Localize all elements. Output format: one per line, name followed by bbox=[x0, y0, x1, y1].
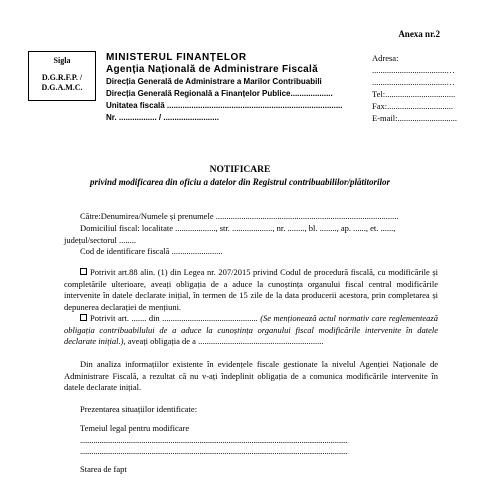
registration-number: Nr. ................. / ......................... bbox=[106, 113, 219, 122]
paragraph-2-end: aveați obligația de a ........................................................... bbox=[127, 336, 324, 346]
fax-field: Fax:............................... bbox=[372, 101, 453, 111]
tel-field: Tel:................................. bbox=[372, 89, 456, 99]
recipient-name: Către:Denumirea/Numele și prenumele ...................................................................................... bbox=[80, 211, 399, 221]
sigla-label: Sigla bbox=[53, 56, 71, 65]
sigla-line-2: D.G.A.M.C. bbox=[41, 83, 83, 92]
document-title: NOTIFICARE bbox=[209, 165, 271, 175]
paragraph-analysis: Din analiza informațiilor existente în evidențele fiscale gestionate la nivelul Agenției Naționale de Administrare Fiscală, a rezultat că nu v-ați îndeplinit obligația de a comunica modificările intervenite în datele declarate inițial. bbox=[64, 359, 438, 392]
legal-basis-line-1[interactable]: ........................................................................................................................................... bbox=[80, 435, 348, 445]
situations-heading: Prezentarea situațiilor identificate: bbox=[80, 404, 198, 414]
paragraph-2-start: Potrivit art. ....... din ............................................. bbox=[90, 313, 258, 323]
email-field: E-mail:............................ bbox=[372, 113, 457, 123]
legal-basis-line-2[interactable]: ........................................................................................................................................... bbox=[80, 446, 348, 456]
facts-heading: Starea de fapt bbox=[80, 464, 127, 474]
address-line-2: ...................................… bbox=[372, 77, 455, 87]
paragraph-legal-obligation bbox=[64, 267, 438, 313]
checkbox-other-act[interactable] bbox=[80, 314, 87, 321]
ministry-name: MINISTERUL FINANȚELOR bbox=[106, 52, 247, 63]
paragraph-2-italic: (Se menționează actul normativ care reglementează obligația contribuabilului de a aduce la cunoștința organului fiscal modificările intervenite în datele declarate inițial.), bbox=[64, 313, 438, 346]
dgamc-name: Direcția Generală de Administrare a Marilor Contribuabili bbox=[106, 77, 322, 86]
paragraph-1-text: Potrivit art.88 alin. (1) din Legea nr. 207/2015 privind Codul de procedură fiscală, cu modificările și completările ulterioare, aveați obligația de a aduce la cunoștința organului fiscal central modificările intervenite în datele declarate inițial, în termen de 15 zile de la data producerii acestora, prin completarea și depunerea declarației de mențiuni. bbox=[64, 267, 438, 312]
recipient-domicile: Domiciliul fiscal: localitate ..................., str. ..................., nr. ........, bl. ........, ap. ......, et. ......, bbox=[80, 223, 396, 233]
recipient-county: județul/sectorul ........ bbox=[64, 235, 137, 245]
legal-basis-heading: Temeiul legal pentru modificare bbox=[80, 423, 190, 433]
address-label: Adresa: bbox=[372, 53, 399, 63]
fiscal-unit: Unitatea fiscală ............................................................................... bbox=[106, 101, 343, 110]
recipient-cif: Cod de identificare fiscală ........................ bbox=[80, 246, 223, 256]
paragraph-other-act bbox=[64, 313, 438, 348]
document-subtitle: privind modificarea din oficiu a datelor din Registrul contribuabililor/plătitorilor bbox=[89, 177, 391, 187]
annex-number: Anexa nr.2 bbox=[398, 29, 440, 39]
address-line-1: ...................................… bbox=[372, 65, 455, 75]
sigla-box bbox=[28, 51, 96, 101]
checkbox-art88[interactable] bbox=[80, 268, 87, 275]
dgrfp-name: Direcția Generală Regională a Finanțelor Publice................... bbox=[106, 89, 333, 98]
sigla-line-1: D.G.R.F.P. / bbox=[41, 73, 83, 82]
agency-name: Agenția Națională de Administrare Fiscală bbox=[106, 64, 318, 75]
